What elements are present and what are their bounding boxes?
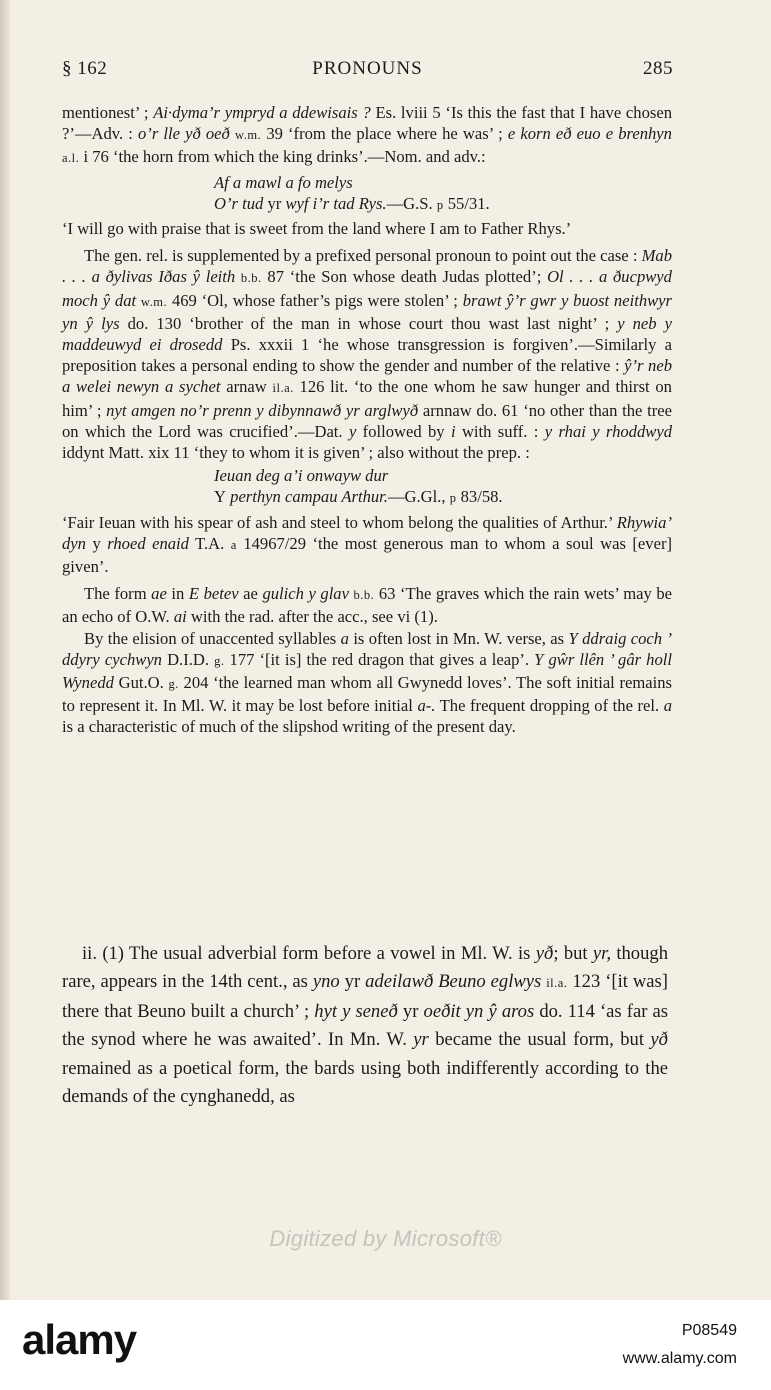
page-number: 285 bbox=[643, 58, 673, 79]
page-spine-shadow bbox=[0, 0, 10, 1300]
paragraph-elision: By the elision of unaccented syllables a is often lost in Mn. W. verse, as Y ddraig coch ’ ddyry cychwyn D.I.D. g. 177 ‘[it is] the red dragon that gives a leap’. Y gŵr llên ’ gâr holl Wynedd Gut.O. g. 204 ‘the learned man whom all Gwynedd loves’. The soft initial remains to represent it. In Ml. W. it may be lost before initial a-. The frequent dropping of the rel. a is a characteristic of much of the slipshod writing of the present day. bbox=[62, 628, 672, 737]
paragraph-form-ae: The form ae in E betev ae gulich y glav b.b. 63 ‘The graves which the rain wets’ may be an echo of O.W. ai with the rad. after the acc., see vi (1). bbox=[62, 584, 673, 627]
alamy-logo: alamy bbox=[22, 1316, 137, 1363]
section-ii-text bbox=[62, 940, 668, 1111]
verse-translation: ‘I will go with praise that is sweet from the land where I am to Father Rhys.’ bbox=[62, 219, 572, 239]
running-header bbox=[62, 58, 673, 84]
stock-url: www.alamy.com bbox=[622, 1350, 737, 1367]
verse-translation: ‘Fair Ieuan with his spear of ash and steel to whom belong the qualities of Arthur.’ Rhywia’ dyn y rhoed enaid T.A. a 14967/29 ‘the most generous man to whom a soul was [ever] given’. bbox=[62, 512, 672, 577]
running-title: PRONOUNS bbox=[312, 58, 423, 79]
digitization-watermark: Digitized by Microsoft® bbox=[269, 1226, 502, 1251]
stock-image-id: P08549 bbox=[681, 1322, 737, 1339]
paragraph-adverbial-form: ii. (1) The usual adverbial form before a vowel in Ml. W. is yð; but yr, though rare, appears in the 14th cent., as yno yr adeilawð Beuno eglwys il.a. 123 ‘[it was] there that Beuno built a church’ ; hyt y seneð yr oeðit yn ŷ aros do. 114 ‘as far as the synod where he was awaited’. In Mn. W. yr became the usual form, but yð remained as a poetical form, the bards using both indifferently according to the demands of the cynghanedd, as bbox=[62, 943, 668, 1108]
paragraph-continuation: mentionest’ ; Ai·dyma’r ympryd a ddewisais ? Es. lviii 5 ‘Is this the fast that I have chosen ?’—Adv. : o’r lle yð oeð w.m. 39 ‘from the place where he was’ ; e korn eð euo e brenhyn a.l. i 76 ‘the horn from which the king drinks’.—Nom. and adv.: bbox=[62, 103, 673, 167]
main-text bbox=[62, 102, 672, 738]
section-number: § 162 bbox=[62, 58, 108, 79]
verse-quotation: Ieuan deg a’i onwayw dur Y perthyn campau Arthur.—G.Gl., p 83/58. bbox=[214, 466, 503, 507]
verse-quotation: Af a mawl a fo melys O’r tud yr wyf i’r tad Rys.—G.S. p 55/31. bbox=[214, 172, 490, 213]
paragraph-genitive-relative: The gen. rel. is supplemented by a prefixed personal pronoun to point out the case : Mab . . . a ðylivas Iðas ŷ leith b.b. 87 ‘the Son whose death Judas plotted’; Ol . . . a ðucpwyd moch ŷ dat w.m. 469 ‘Ol, whose father’s pigs were stolen’ ; brawt ŷ’r gwr y buost neithwyr yn ŷ lys do. 130 ‘brother of the man in whose court thou wast last night’ ; y neb y maddeuwyd ei drosedd Ps. xxxii 1 ‘he whose transgression is forgiven’.—Similarly a preposition takes a personal ending to show the gender and number of the relative : ŷ’r neb a welei newyn a sychet arnaw il.a. 126 lit. ‘to the one whom he saw hunger and thirst on him’ ; nyt amgen no’r prenn y dibynnawð yr arglwyð arnnaw do. 61 ‘no other than the tree on which the Lord was crucified’.—Dat. y followed by i with suff. : y rhai y rhoddwyd iddynt Matt. xix 11 ‘they to whom it is given’ ; also without the prep. : bbox=[62, 246, 673, 463]
